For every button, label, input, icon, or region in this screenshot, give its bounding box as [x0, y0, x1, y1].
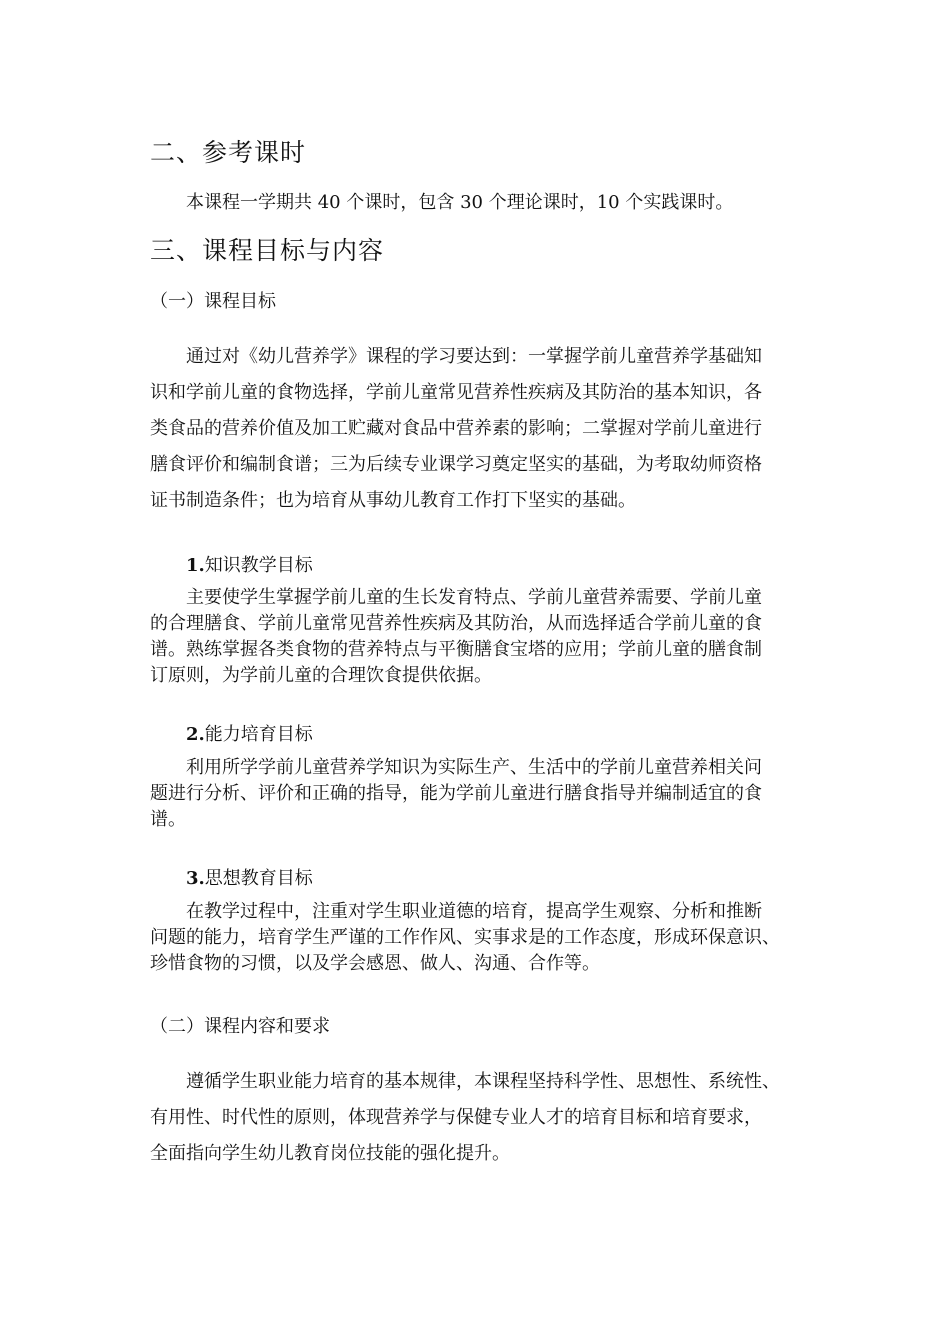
goal-heading-knowledge [186, 551, 313, 577]
ability-paragraph [150, 755, 812, 833]
course-content-line: 全面指向学生幼儿教育岗位技能的强化提升。 [150, 1143, 510, 1164]
course-goals-paragraph [150, 339, 812, 519]
goal-heading-ability [186, 720, 313, 746]
ability-line: 利用所学学前儿童营养学知识为实际生产、生活中的学前儿童营养相关问 [186, 757, 762, 778]
subsection-heading-course-content: （二）课程内容和要求 [150, 1016, 330, 1037]
goal-number: 1. [186, 555, 205, 576]
ideology-paragraph [150, 899, 812, 977]
ability-line: 题进行分析、评价和正确的指导，能为学前儿童进行膳食指导并编制适宜的食 [150, 783, 762, 804]
ideology-line: 在教学过程中，注重对学生职业道德的培育，提高学生观察、分析和推断 [186, 901, 762, 922]
course-content-line: 有用性、时代性的原则，体现营养学与保健专业人才的培育目标和培育要求， [150, 1107, 762, 1128]
goal-title: 能力培育目标 [204, 724, 313, 745]
goal-title: 知识教学目标 [204, 555, 313, 576]
course-goals-line: 膳食评价和编制食谱；三为后续专业课学习奠定坚实的基础，为考取幼师资格 [150, 454, 762, 475]
course-goals-line: 通过对《幼儿营养学》课程的学习要达到：一掌握学前儿童营养学基础知 [186, 346, 762, 367]
hours-paragraph [150, 188, 812, 214]
knowledge-line: 的合理膳食、学前儿童常见营养性疾病及其防治，从而选择适合学前儿童的食 [150, 613, 762, 634]
course-goals-line: 证书制造条件；也为培育从事幼儿教育工作打下坚实的基础。 [150, 490, 636, 511]
course-content-line: 遵循学生职业能力培育的基本规律，本课程坚持科学性、思想性、系统性、 [186, 1071, 780, 1092]
knowledge-line: 主要使学生掌握学前儿童的生长发育特点、学前儿童营养需要、学前儿童 [186, 587, 762, 608]
knowledge-line: 订原则，为学前儿童的合理饮食提供依据。 [150, 665, 492, 686]
course-content-paragraph [150, 1064, 812, 1172]
hours-text: 本课程一学期共 40 个课时，包含 30 个理论课时，10 个实践课时。 [186, 192, 734, 213]
knowledge-paragraph [150, 585, 812, 689]
goal-heading-ideology [186, 864, 313, 890]
knowledge-line: 谱。熟练掌握各类食物的营养特点与平衡膳食宝塔的应用；学前儿童的膳食制 [150, 639, 762, 660]
section-heading-hours: 二、参考课时 [150, 138, 307, 167]
ability-line: 谱。 [150, 809, 186, 830]
ideology-line: 珍惜食物的习惯，以及学会感恩、做人、沟通、合作等。 [150, 953, 600, 974]
goal-number: 2. [186, 724, 205, 745]
goal-number: 3. [186, 868, 205, 889]
course-goals-line: 类食品的营养价值及加工贮藏对食品中营养素的影响；二掌握对学前儿童进行 [150, 418, 762, 439]
goal-title: 思想教育目标 [204, 868, 313, 889]
subsection-heading-course-goals: （一）课程目标 [150, 291, 276, 312]
section-heading-goals-content: 三、课程目标与内容 [150, 236, 385, 265]
course-goals-line: 识和学前儿童的食物选择，学前儿童常见营养性疾病及其防治的基本知识，各 [150, 382, 762, 403]
ideology-line: 问题的能力，培育学生严谨的工作作风、实事求是的工作态度，形成环保意识、 [150, 927, 780, 948]
